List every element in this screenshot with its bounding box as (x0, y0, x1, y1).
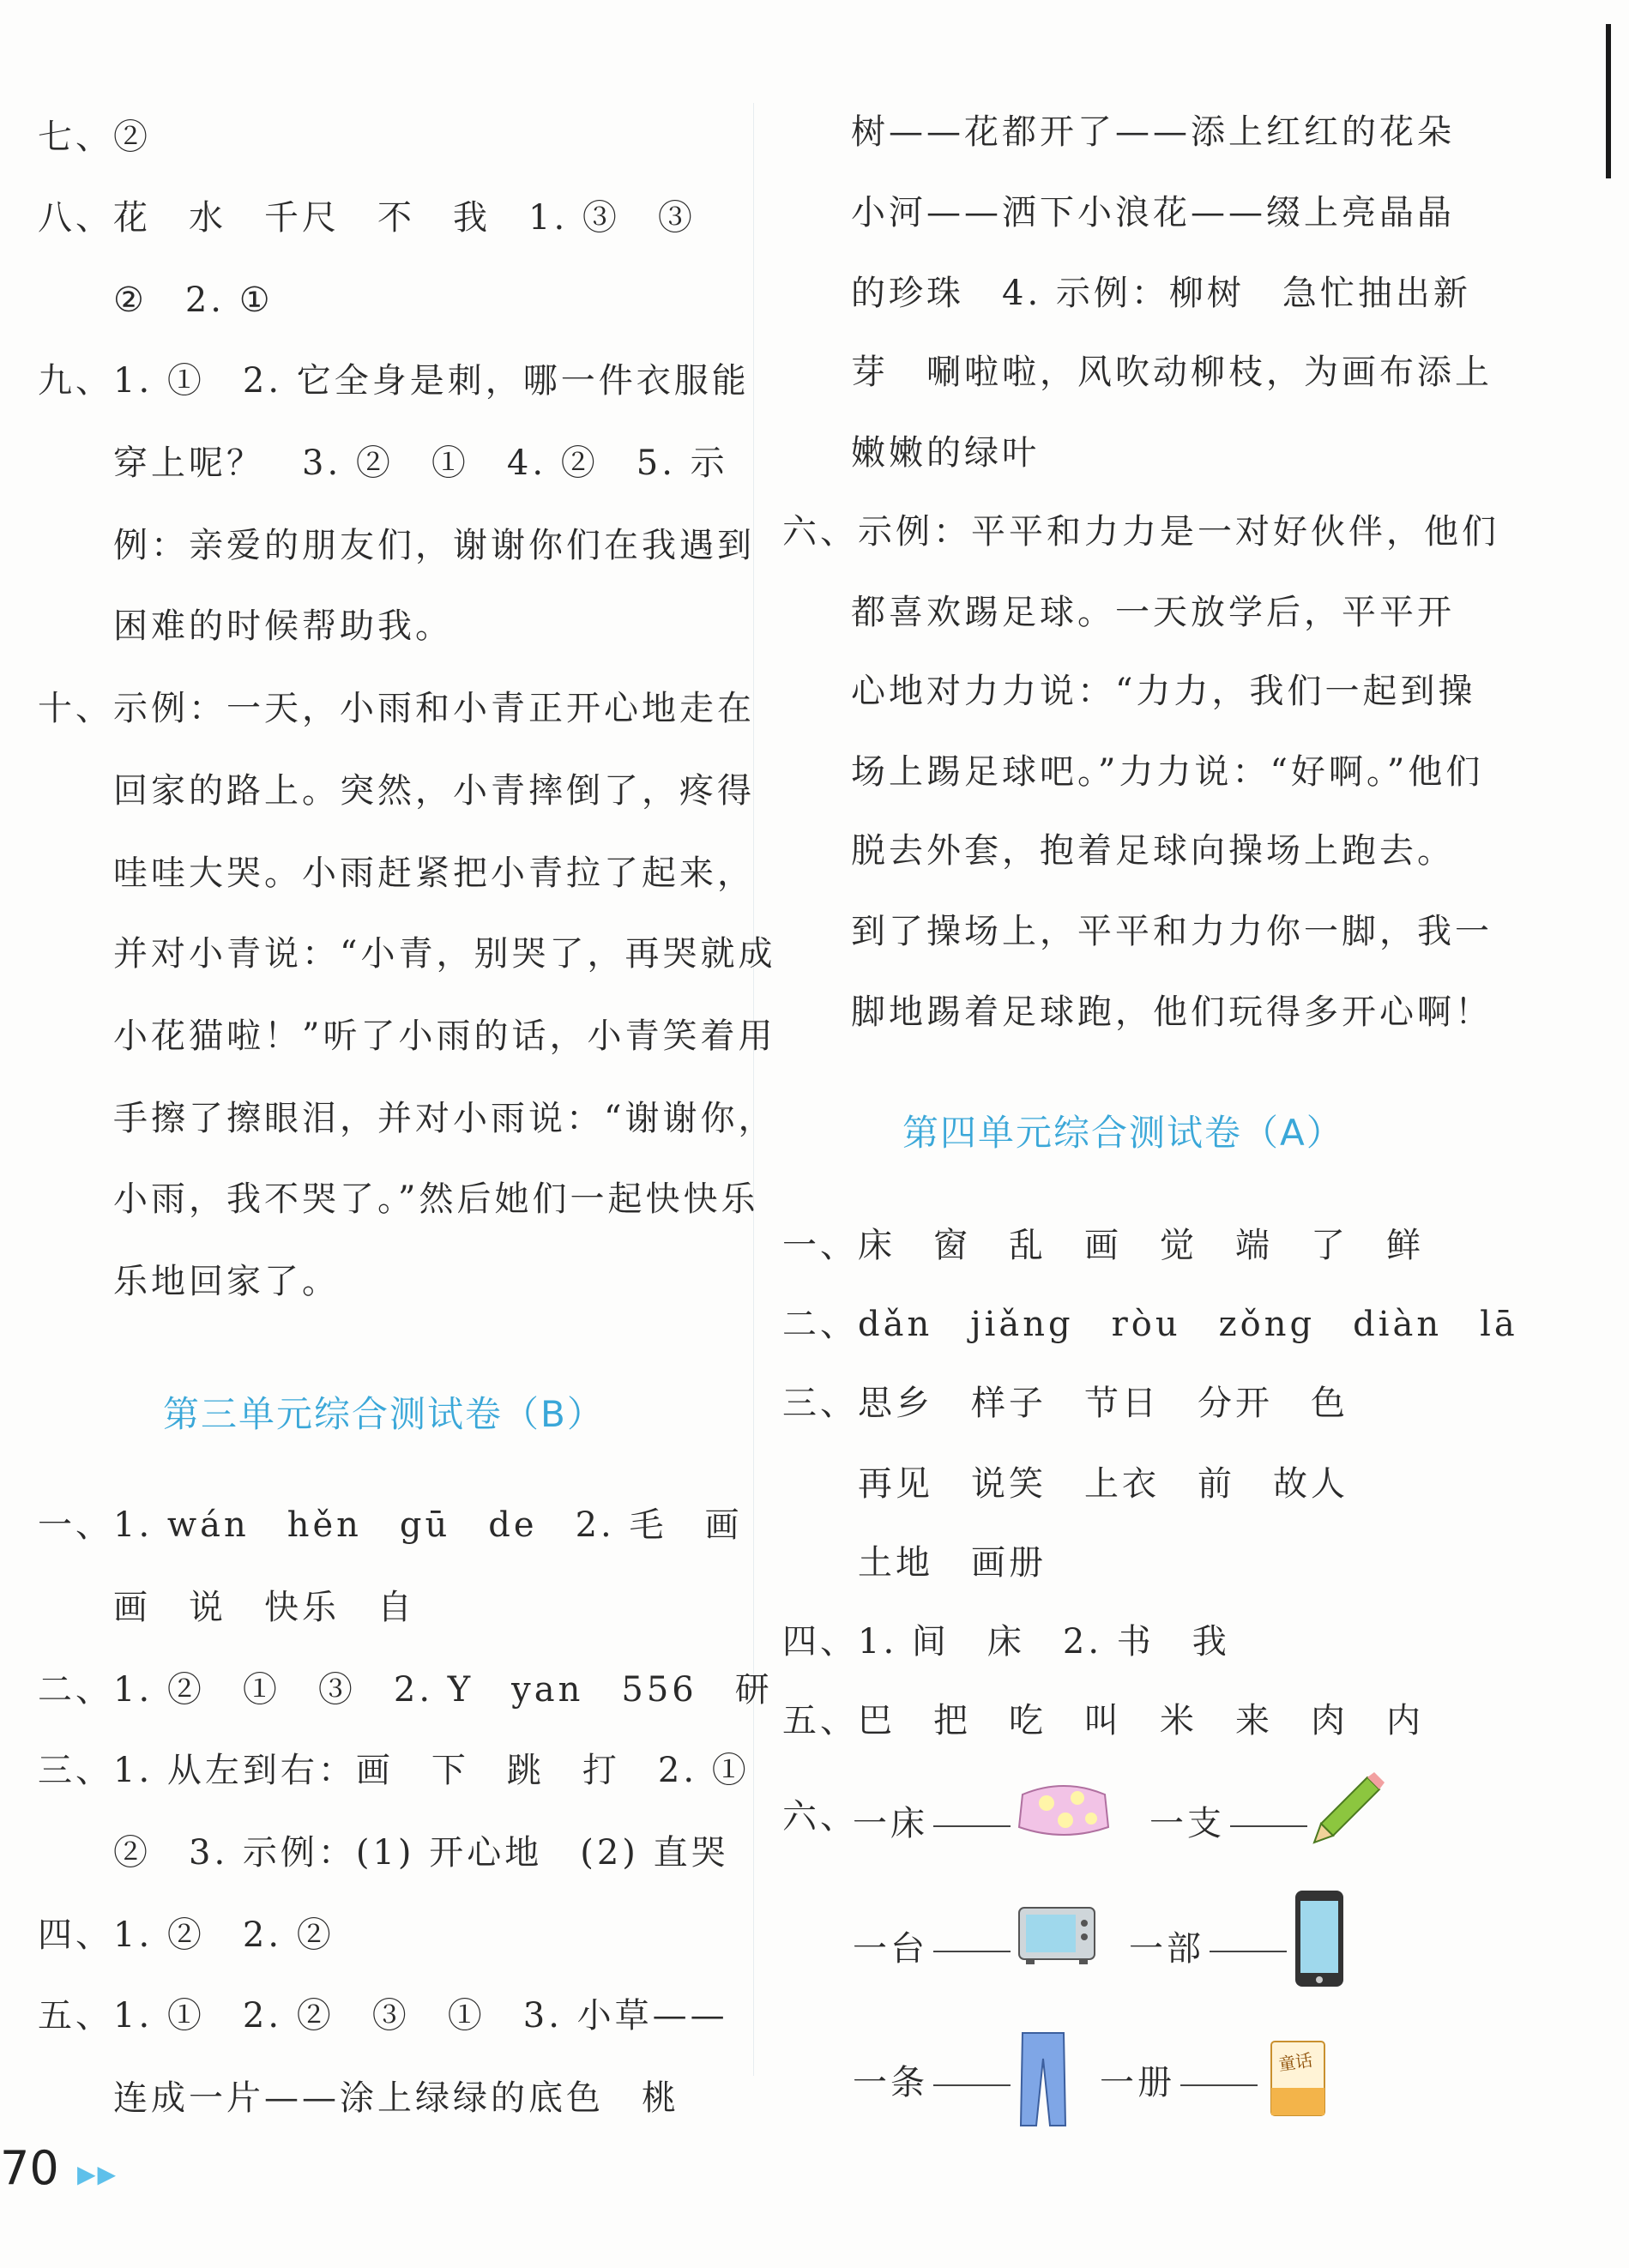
answer-line: 二、dǎn jiǎng ròu zǒng diàn lā (782, 1305, 1518, 1344)
answer-line: 穿上呢？ 3. ② ① 4. ② 5. 示 (113, 443, 728, 483)
question-label: 六、 (782, 1797, 858, 1837)
measure-word: 一册 (1100, 2063, 1175, 2102)
answer-line: 三、思乡 样子 节日 分开 色 (782, 1384, 1348, 1423)
jeans-icon (1017, 2030, 1069, 2129)
answer-line: ② 2. ① (113, 280, 274, 320)
answer-line: 连成一片——涂上绿绿的底色 桃 (113, 2078, 679, 2118)
answer-line: 四、1. 间 床 2. 书 我 (782, 1622, 1230, 1662)
measure-word: 一支 (1149, 1804, 1225, 1843)
answer-line: 二、1. ② ① ③ 2. Y yan 556 研 (38, 1670, 773, 1710)
answer-line: 到了操场上，平平和力力你一脚，我一 (851, 912, 1493, 951)
answer-line: 并对小青说：“小青，别哭了，再哭就成 (113, 934, 776, 974)
answer-line: 九、1. ① 2. 它全身是刺，哪一件衣服能 (38, 361, 750, 401)
answer-line: 脱去外套，抱着足球向操场上跑去。 (851, 831, 1455, 871)
measure-word: 一部 (1129, 1929, 1204, 1969)
answer-line: 七、② (38, 118, 151, 157)
answer-line: 心地对力力说：“力力，我们一起到操 (851, 672, 1476, 711)
measure-word: 一床 (853, 1804, 928, 1843)
answer-line: 五、1. ① 2. ② ③ ① 3. 小草—— (38, 1996, 728, 2036)
answer-line: 手擦了擦眼泪，并对小雨说：“谢谢你， (113, 1099, 776, 1138)
answer-line: 树——花都开了——添上红红的花朵 (851, 112, 1455, 152)
answer-line: 再见 说笑 上衣 前 故人 (858, 1464, 1348, 1504)
match-item (853, 1796, 1016, 1845)
answer-line: 例：亲爱的朋友们，谢谢你们在我遇到 (113, 526, 755, 565)
answer-line: 小河——洒下小浪花——缀上亮晶晶 (851, 193, 1455, 232)
section-heading: 第三单元综合测试卷（B） (163, 1393, 605, 1435)
answer-line: 哇哇大哭。小雨赶紧把小青拉了起来， (113, 854, 755, 893)
section-heading: 第四单元综合测试卷（A） (902, 1112, 1344, 1154)
measure-word: 一台 (853, 1929, 928, 1969)
quilt-icon (1012, 1776, 1115, 1844)
match-item (1129, 1921, 1292, 1970)
match-line (1210, 1951, 1287, 1952)
answer-line: 嫩嫩的绿叶 (851, 433, 1040, 473)
column-divider (753, 103, 754, 2076)
answer-line: 四、1. ② 2. ② (38, 1915, 335, 1955)
answer-line: 场上踢足球吧。”力力说：“好啊。”他们 (851, 752, 1484, 792)
match-item (1100, 2055, 1263, 2104)
answer-line: 回家的路上。突然，小青摔倒了，疼得 (113, 771, 755, 811)
answer-line: 一、1. wán hěn gū de 2. 毛 画 (38, 1505, 743, 1545)
match-line (1230, 1825, 1307, 1827)
match-item (853, 1921, 1016, 1970)
answer-line: 的珍珠 4. 示例：柳树 急忙抽出新 (851, 274, 1471, 313)
answer-line: 困难的时候帮助我。 (113, 606, 453, 646)
match-item (1149, 1796, 1312, 1845)
answer-line: 画 说 快乐 自 (113, 1588, 415, 1627)
answer-line: 五、巴 把 吃 叫 米 来 肉 内 (782, 1701, 1424, 1740)
answer-line: ② 3. 示例：(1) 开心地 (2) 直哭 (113, 1833, 729, 1873)
answer-line: 八、花 水 千尺 不 我 1. ③ ③ (38, 198, 696, 238)
match-line (933, 1951, 1011, 1952)
answer-line: 小花猫啦！”听了小雨的话，小青笑着用 (113, 1016, 776, 1056)
answer-line: 脚地踢着足球跑，他们玩得多开心啊！ (851, 992, 1493, 1032)
book-icon (1266, 2040, 1328, 2117)
answer-line: 乐地回家了。 (113, 1262, 340, 1301)
answer-line: 小雨，我不哭了。”然后她们一起快快乐 (113, 1179, 759, 1219)
pencil-icon (1307, 1770, 1385, 1848)
match-line (933, 1825, 1011, 1827)
edge-rule (1606, 24, 1611, 178)
answer-line: 一、床 窗 乱 画 觉 端 了 鲜 (782, 1226, 1424, 1265)
answer-line: 三、1. 从左到右：画 下 跳 打 2. ① (38, 1751, 750, 1790)
match-line (933, 2084, 1011, 2086)
answer-line: 芽 唰啦啦，风吹动柳枝，为画布添上 (851, 353, 1493, 392)
answer-line: 六、示例：平平和力力是一对好伙伴，他们 (782, 512, 1499, 552)
match-line (1180, 2084, 1258, 2086)
match-item (853, 2055, 1016, 2104)
book-title: 童话 (1276, 2049, 1314, 2075)
page-arrows-icon: ▶▶ (77, 2160, 118, 2188)
phone-icon (1292, 1887, 1347, 1990)
page-number: 70 (0, 2141, 59, 2195)
answer-line: 都喜欢踢足球。一天放学后，平平开 (851, 593, 1455, 632)
answer-line: 十、示例：一天，小雨和小青正开心地走在 (38, 689, 755, 728)
tv-icon (1016, 1903, 1098, 1968)
measure-word: 一条 (853, 2063, 928, 2102)
answer-line: 土地 画册 (858, 1543, 1047, 1583)
